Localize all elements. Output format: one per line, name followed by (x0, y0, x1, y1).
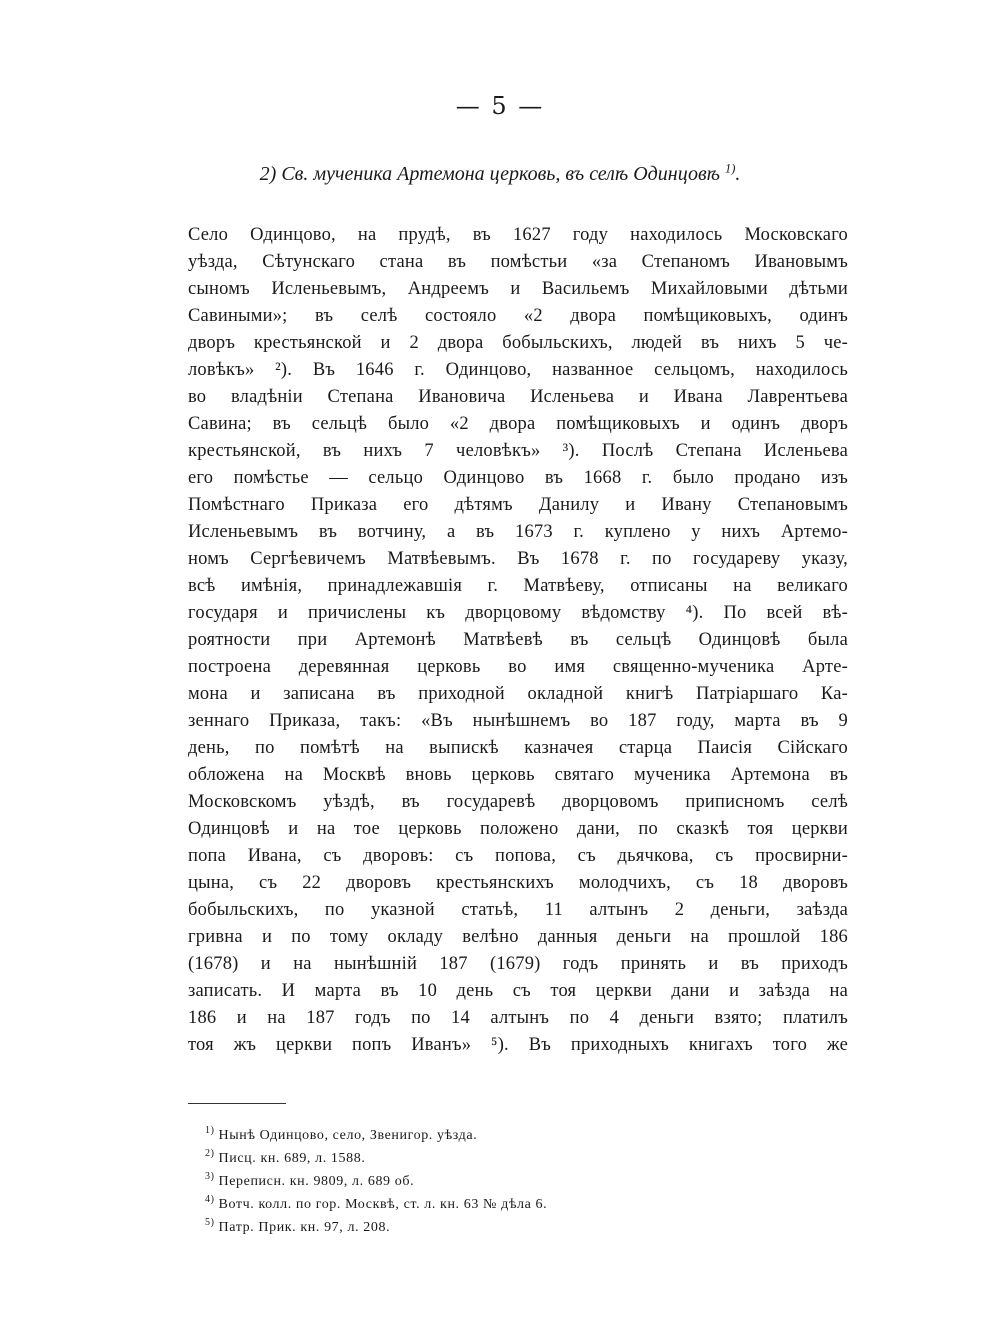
section-heading-text: 2) Св. мученика Артемона церковь, въ селѣ Одинцовѣ (259, 163, 720, 185)
page-number: — 5 — (455, 92, 545, 120)
body-line: ловѣкъ» ²). Въ 1646 г. Одинцово, названное сельцомъ, находилось (188, 360, 848, 380)
body-line: роятности при Артемонѣ Матвѣевѣ въ сельцѣ Одинцовѣ была (188, 630, 848, 650)
heading-footnote-mark: 1) (725, 161, 736, 176)
body-line: 186 и на 187 годъ по 14 алтынъ по 4 деньги взято; платилъ (188, 1008, 848, 1028)
footnote (205, 1124, 765, 1147)
body-line: номъ Сергѣевичемъ Матвѣевымъ. Въ 1678 г. по государеву указу, (188, 549, 848, 569)
body-line: всѣ имѣнія, принадлежавшія г. Матвѣеву, отписаны на великаго (188, 576, 848, 596)
body-line: гривна и по тому окладу велѣно данныя деньги на прошлой 186 (188, 927, 848, 947)
body-line: день, по помѣтѣ на выпискѣ казначея старца Паисія Сійскаго (188, 738, 848, 758)
body-line: бобыльскихъ, по указной статьѣ, 11 алтынъ 2 деньги, заѣзда (188, 900, 848, 920)
body-line: Московскомъ уѣздѣ, въ государевѣ дворцовомъ приписномъ селѣ (188, 792, 848, 812)
body-line: во владѣніи Степана Ивановича Исленьева и Ивана Лаврентьева (188, 387, 848, 407)
body-line: государя и причислены къ дворцовому вѣдомству ⁴). По всей вѣ- (188, 603, 848, 623)
body-line: зеннаго Приказа, такъ: «Въ нынѣшнемъ во 187 году, марта въ 9 (188, 711, 848, 731)
body-line: тоя жъ церкви попъ Иванъ» ⁵). Въ приходныхъ книгахъ того же (188, 1035, 848, 1055)
body-line: Исленьевымъ въ вотчину, а въ 1673 г. куплено у нихъ Артемо- (188, 522, 848, 542)
footnote-number: 2) (205, 1148, 215, 1160)
footnote-divider (188, 1103, 286, 1104)
footnote-text: Патр. Прик. кн. 97, л. 208. (218, 1220, 391, 1235)
footnote-text: Переписн. кн. 9809, л. 689 об. (218, 1174, 415, 1189)
footnote (205, 1170, 765, 1193)
body-line: уѣзда, Сѣтунскаго стана въ помѣстьи «за Степаномъ Ивановымъ (188, 252, 848, 272)
body-text (188, 222, 848, 1059)
footnote-number: 5) (205, 1217, 215, 1229)
footnote (205, 1147, 765, 1170)
footnote-number: 4) (205, 1194, 215, 1206)
body-line: попа Ивана, съ дворовъ: съ попова, съ дьячкова, съ просвирни- (188, 846, 848, 866)
body-line: мона и записана въ приходной окладной книгѣ Патріаршаго Ка- (188, 684, 848, 704)
body-line: крестьянской, въ нихъ 7 человѣкъ» ³). Послѣ Степана Исленьева (188, 441, 848, 461)
footnotes (205, 1124, 765, 1239)
body-line: обложена на Москвѣ вновь церковь святаго мученика Артемона въ (188, 765, 848, 785)
body-line: Одинцовѣ и на тое церковь положено дани, по сказкѣ тоя церкви (188, 819, 848, 839)
footnote-number: 3) (205, 1171, 215, 1183)
footnote-text: Вотч. колл. по гор. Москвѣ, ст. л. кн. 63 № дѣла 6. (218, 1197, 548, 1212)
body-line: (1678) и на нынѣшній 187 (1679) годъ принять и въ приходъ (188, 954, 848, 974)
heading-period: . (735, 163, 741, 185)
body-line: Село Одинцово, на прудѣ, въ 1627 году находилось Московскаго (188, 225, 848, 245)
body-line: Помѣстнаго Приказа его дѣтямъ Данилу и Ивану Степановымъ (188, 495, 848, 515)
body-line: Савина; въ сельцѣ было «2 двора помѣщиковыхъ и одинъ дворъ (188, 414, 848, 434)
footnote-number: 1) (205, 1125, 215, 1137)
body-line: записать. И марта въ 10 день съ тоя церкви дани и заѣзда на (188, 981, 848, 1001)
body-line: сыномъ Исленьевымъ, Андреемъ и Васильемъ Михайловыми дѣтьми (188, 279, 848, 299)
footnote-text: Нынѣ Одинцово, село, Звенигор. уѣзда. (218, 1128, 478, 1143)
body-line: построена деревянная церковь во имя священно-мученика Арте- (188, 657, 848, 677)
body-line: Савиными»; въ селѣ состояло «2 двора помѣщиковыхъ, одинъ (188, 306, 848, 326)
body-line: его помѣстье — сельцо Одинцово въ 1668 г. было продано изъ (188, 468, 848, 488)
section-heading (0, 163, 1000, 186)
footnote (205, 1216, 765, 1239)
footnote-text: Писц. кн. 689, л. 1588. (218, 1151, 366, 1166)
body-line: дворъ крестьянской и 2 двора бобыльскихъ, людей въ нихъ 5 че- (188, 333, 848, 353)
footnote (205, 1193, 765, 1216)
body-line: цына, съ 22 дворовъ крестьянскихъ молодчихъ, съ 18 дворовъ (188, 873, 848, 893)
